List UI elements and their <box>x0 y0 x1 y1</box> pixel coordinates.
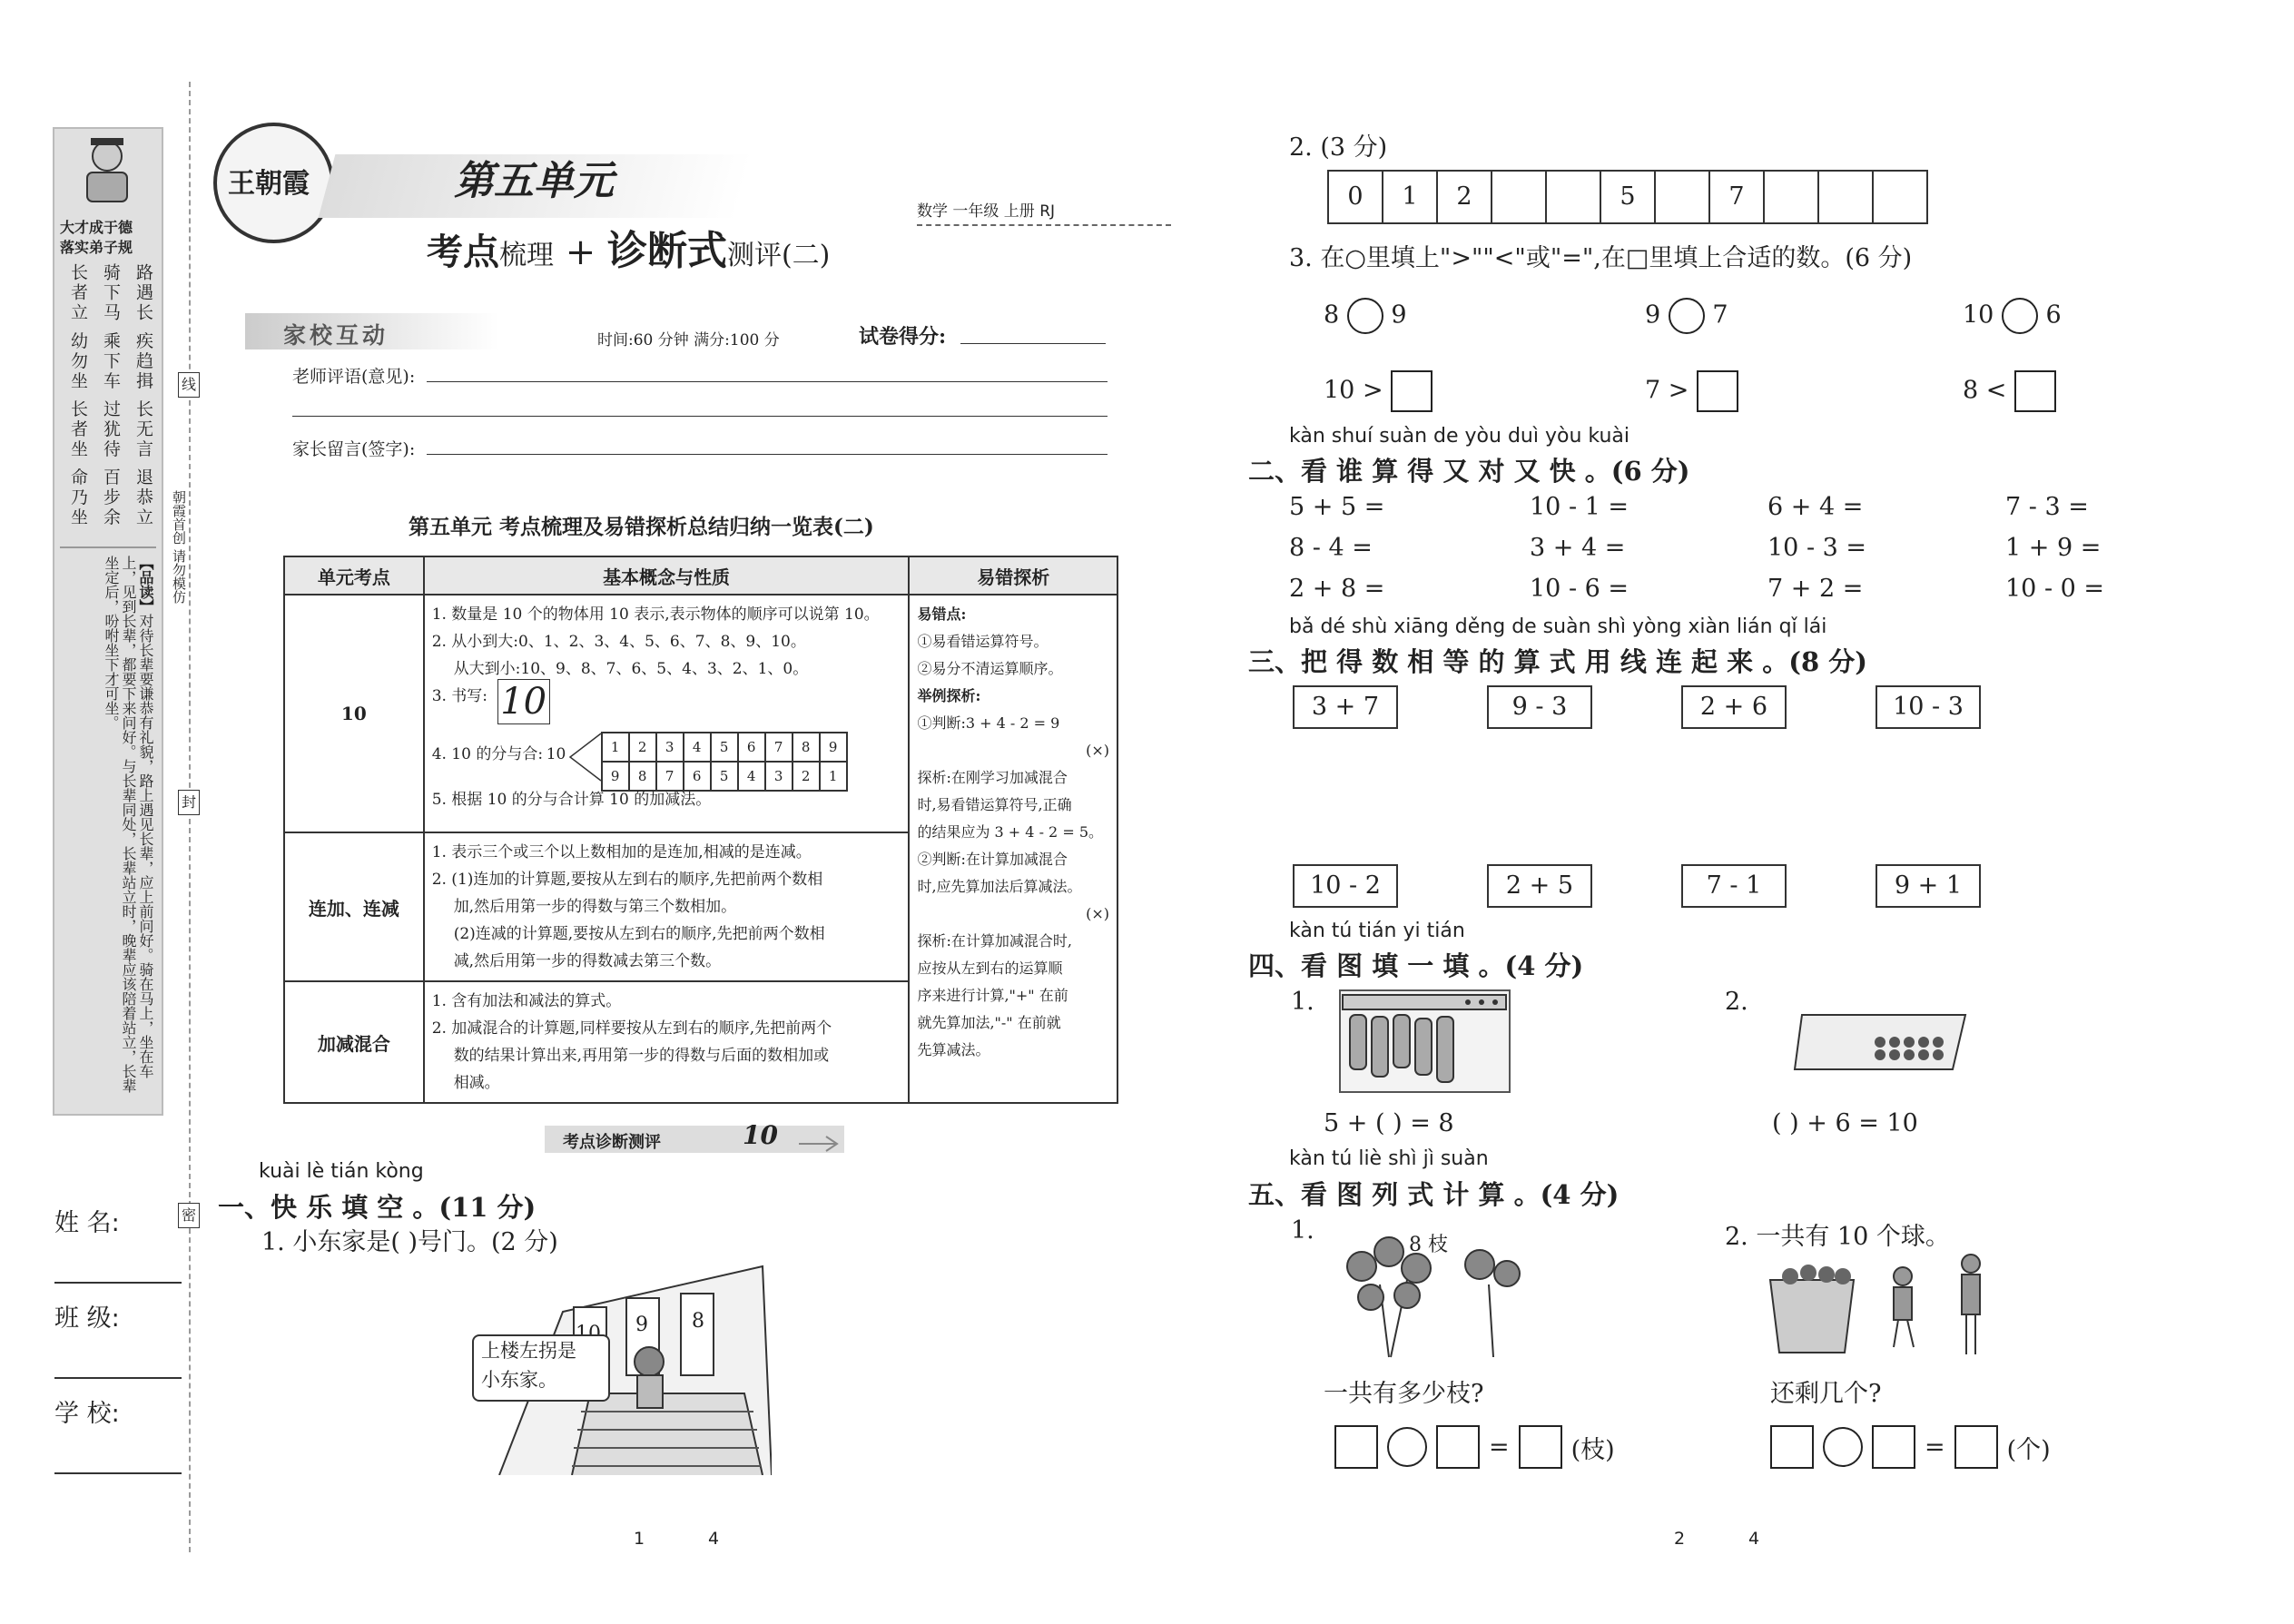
connect-bottom-3[interactable]: 7 - 1 <box>1681 864 1787 908</box>
seq-cell: 5 <box>1601 170 1656 224</box>
s5-eq2-row <box>1770 1425 2051 1469</box>
seq-cell-blank[interactable] <box>1656 170 1710 224</box>
arrow-icon <box>799 1135 844 1153</box>
s4-eq2: ( ) + 6 = 10 <box>1772 1109 1918 1137</box>
compare-1: 8 9 <box>1324 298 1407 334</box>
operator-circle[interactable] <box>1387 1427 1427 1467</box>
equals-sign: = <box>1925 1432 1945 1462</box>
diag-number: 10 <box>743 1120 778 1150</box>
side-note: 朝霞首创 请勿模仿 <box>171 490 187 604</box>
subtitle: 考点梳理 + 诊断式测评(二) <box>427 228 831 274</box>
blank-2: 7 > <box>1645 370 1738 412</box>
time-info: 时间:60 分钟 满分:100 分 <box>597 331 780 349</box>
s4-q1: 1. <box>1291 988 1314 1016</box>
binding-line <box>189 82 191 1552</box>
answer-box[interactable] <box>1519 1425 1562 1469</box>
answer-box[interactable] <box>1436 1425 1480 1469</box>
connect-bottom-2[interactable]: 2 + 5 <box>1487 864 1592 908</box>
connect-top-1[interactable]: 3 + 7 <box>1293 685 1398 729</box>
unit-label-2: (个) <box>2006 1435 2051 1464</box>
answer-box[interactable] <box>1770 1425 1814 1469</box>
compare-3: 10 6 <box>1963 298 2062 334</box>
score-line[interactable] <box>960 343 1106 344</box>
brand-logo: 王朝霞 <box>213 123 334 243</box>
equals-sign: = <box>1489 1432 1510 1462</box>
answer-box[interactable] <box>1872 1425 1915 1469</box>
compare-circle[interactable] <box>1347 298 1383 334</box>
balls-illustration <box>1767 1253 1994 1362</box>
s1-pinyin: kuài lè tián kòng <box>259 1160 424 1183</box>
seq-cell: 7 <box>1710 170 1765 224</box>
col-header-concept: 基本概念与性质 <box>424 556 910 595</box>
answer-box[interactable] <box>1697 370 1738 412</box>
abacus-tray-illustration <box>1793 1006 1974 1078</box>
summary-title: 第五单元 考点梳理及易错探析总结归纳一览表(二) <box>409 515 874 539</box>
concept-cell-consecutive: 1. 表示三个或三个以上数相加的是连加,相减的是连减。 2. (1)连加的计算题,要按从左到右的顺序,先把前两个数相 加,然后用第一步的得数与第三个数相加。 (2)连减的计算题,要按从左到右的顺序,先把前两个数相 减,然后用第一步的得数减去第三个数。 <box>424 832 910 981</box>
verse-col-3: 长者立 幼勿坐 长者坐 命乃坐 <box>68 263 88 528</box>
write-sample-grid: 10 <box>497 679 550 724</box>
s2-pinyin: kàn shuí suàn de yòu duì yòu kuài <box>1289 425 1629 448</box>
compare-2: 9 7 <box>1645 298 1728 334</box>
grade-tag: 数学 一年级 上册 RJ <box>917 198 1171 226</box>
compare-circle[interactable] <box>2002 298 2038 334</box>
ball-basket-icon <box>1767 1253 1994 1362</box>
page-number-left-2: 4 <box>708 1529 720 1549</box>
verse-col-1: 路遇长 疾趋揖 长无言 退恭立 <box>133 263 153 528</box>
flowers-count-label: 8 枝 <box>1409 1234 1448 1256</box>
seq-cell-blank[interactable] <box>1765 170 1819 224</box>
seal-mark-secret: 密 <box>178 1203 200 1228</box>
seal-mark-line: 线 <box>178 372 200 398</box>
split-whole: 10 <box>546 745 566 763</box>
s1-title: 一、快 乐 填 空 。(11 分) <box>218 1192 537 1223</box>
verse-col-2: 骑下马 乘下车 过犹待 百步余 <box>101 263 121 528</box>
calc-grid: 5 + 5 = 10 - 1 = 6 + 4 = 7 - 3 = 8 - 4 = 3 + 4 = 10 - 3 = 1 + 9 = 2 + 8 = 10 - 6 = 7 + 2 = 10 - 0 = <box>1289 493 2105 603</box>
s4-title: 四、看 图 填 一 填 。(4 分) <box>1248 950 1584 981</box>
class-line[interactable] <box>54 1377 182 1379</box>
s1-q1: 1. 小东家是( )号门。(2 分) <box>261 1228 558 1256</box>
seal-mark-seal: 封 <box>178 790 200 815</box>
class-label: 班 级: <box>54 1304 120 1333</box>
col-header-unit: 单元考点 <box>284 556 424 595</box>
school-line[interactable] <box>54 1472 182 1474</box>
s5-title: 五、看 图 列 式 计 算 。(4 分) <box>1248 1179 1620 1210</box>
abacus-tray-icon <box>1793 1006 1974 1078</box>
door-number-9: 9 <box>635 1314 648 1336</box>
motto-line-1: 大才成于德 <box>60 219 133 236</box>
unit-title: 第五单元 <box>454 158 614 204</box>
name-label: 姓 名: <box>54 1209 120 1237</box>
diag-label: 考点诊断测评 <box>563 1133 661 1152</box>
mascot-icon <box>80 134 134 207</box>
row-label-10: 10 <box>284 595 424 832</box>
compare-circle[interactable] <box>1669 298 1705 334</box>
concept-cell-10: 1. 数量是 10 个的物体用 10 表示,表示物体的顺序可以说第 10。 2. 从小到大:0、1、2、3、4、5、6、7、8、9、10。 从大到小:10、9、8、7、6、5、4、3、2、1、0。 3. 书写: 10 4. 10 的分与合: 10 1 2 3 4 5 6 7 8 9 9 8 7 6 5 4 3 2 1 5. 根据 10 的分与合计算 10 的加减法。 <box>424 595 910 832</box>
answer-box[interactable] <box>1391 370 1433 412</box>
motto-line-2: 落实弟子规 <box>60 239 133 256</box>
reading-text: 【品读】对待长辈要谦恭有礼貌，路上遇见长辈，应上前问好。骑在马上，坐在车上，见到长辈，都要下来问好。与长辈同处，长辈站立时，晚辈应该陪着站立，长辈坐定后，吩咐坐下才可坐。 <box>103 556 154 1093</box>
teacher-comment-label: 老师评语(意见): <box>292 367 416 387</box>
connect-top-3[interactable]: 2 + 6 <box>1681 685 1787 729</box>
page-number-left-1: 1 <box>634 1529 645 1549</box>
q2-label: 2. (3 分) <box>1289 133 1388 162</box>
concept-cell-mixed: 1. 含有加法和减法的算式。 2. 加减混合的计算题,同样要按从左到右的顺序,先把前两个 数的结果计算出来,再用第一步的得数与后面的数相加或 相减。 <box>424 981 910 1103</box>
teacher-comment-line-2[interactable] <box>292 416 1108 417</box>
seq-cell: 2 <box>1438 170 1492 224</box>
home-school-label: 家校互动 <box>283 322 389 349</box>
seq-cell-blank[interactable] <box>1492 170 1547 224</box>
seq-cell-blank[interactable] <box>1819 170 1874 224</box>
name-line[interactable] <box>54 1282 182 1284</box>
s5-ask2: 还剩几个? <box>1770 1380 1882 1408</box>
summary-table <box>283 556 1118 1104</box>
seq-cell: 1 <box>1383 170 1438 224</box>
row-label-mixed: 加减混合 <box>284 981 424 1103</box>
q3-label: 3. 在○里填上">""<"或"=",在□里填上合适的数。(6 分) <box>1289 244 1913 272</box>
strip-divider <box>60 546 156 548</box>
col-header-errors: 易错探析 <box>909 556 1117 595</box>
s5-ask1: 一共有多少枝? <box>1324 1380 1484 1408</box>
seq-cell-blank[interactable] <box>1547 170 1601 224</box>
unit-label-1: (枝) <box>1570 1435 1615 1464</box>
operator-circle[interactable] <box>1823 1427 1863 1467</box>
door-number-8: 8 <box>692 1310 704 1333</box>
errors-cell: 易错点: ①易看错运算符号。 ②易分不清运算顺序。 举例探析: ①判断:3 + 4 - 2 = 9 (×) 探析:在刚学习加减混合 时,易看错运算符号,正确 的结果应为 3 + 4 - 2 = 5。 ②判断:在计算加减混合 时,应先算加法后算减法。 (×) 探析:在计算加减混合时, 应按从左到右的运算顺 序来进行计算,"+" 在前 就先算加法,"-" 在前就 先算减法。 <box>909 595 1117 1103</box>
s2-title: 二、看 谁 算 得 又 对 又 快 。(6 分) <box>1248 456 1690 487</box>
answer-box[interactable] <box>1334 1425 1378 1469</box>
s4-eq1: 5 + ( ) = 8 <box>1324 1109 1454 1137</box>
s3-title: 三、把 得 数 相 等 的 算 式 用 线 连 起 来 。(8 分) <box>1248 646 1867 677</box>
parent-comment-label: 家长留言(签字): <box>292 439 416 459</box>
blank-3: 8 < <box>1963 370 2056 412</box>
seq-cell: 0 <box>1327 170 1383 224</box>
page-number-right-1: 2 <box>1674 1529 1686 1549</box>
bottles-rack-illustration <box>1339 989 1511 1093</box>
connect-top-4[interactable]: 10 - 3 <box>1876 685 1981 729</box>
teacher-comment-line[interactable] <box>427 381 1108 382</box>
s5-q2: 2. 一共有 10 个球。 <box>1725 1223 1950 1251</box>
connect-top-2[interactable]: 9 - 3 <box>1487 685 1592 729</box>
s5-q1: 1. <box>1291 1216 1314 1245</box>
sequence-row <box>1327 170 1928 224</box>
blank-1: 10 > <box>1324 370 1433 412</box>
s4-pinyin: kàn tú tián yi tián <box>1289 920 1465 942</box>
page-number-right-2: 4 <box>1748 1529 1760 1549</box>
s5-pinyin: kàn tú liè shì jì suàn <box>1289 1147 1489 1170</box>
split-brace-icon <box>566 730 603 784</box>
s5-eq1-row <box>1334 1425 1615 1469</box>
row-label-consecutive: 连加、连减 <box>284 832 424 981</box>
motto-strip <box>53 127 163 1116</box>
split-table: 1 2 3 4 5 6 7 8 9 9 8 7 6 5 4 3 2 1 <box>601 732 848 792</box>
answer-box[interactable] <box>2014 370 2056 412</box>
seq-cell-blank[interactable] <box>1874 170 1928 224</box>
s3-pinyin: bǎ dé shù xiāng děng de suàn shì yòng xiàn lián qǐ lái <box>1289 615 1827 638</box>
bottles-icon <box>1341 991 1509 1091</box>
score-label: 试卷得分: <box>859 325 947 349</box>
speech-bubble: 上楼左拐是 小东家。 <box>472 1334 610 1402</box>
school-label: 学 校: <box>54 1400 120 1428</box>
parent-comment-line[interactable] <box>427 454 1108 455</box>
s4-q2: 2. <box>1725 988 1748 1016</box>
answer-box[interactable] <box>1954 1425 1998 1469</box>
connect-bottom-1[interactable]: 10 - 2 <box>1293 864 1398 908</box>
connect-bottom-4[interactable]: 9 + 1 <box>1876 864 1981 908</box>
